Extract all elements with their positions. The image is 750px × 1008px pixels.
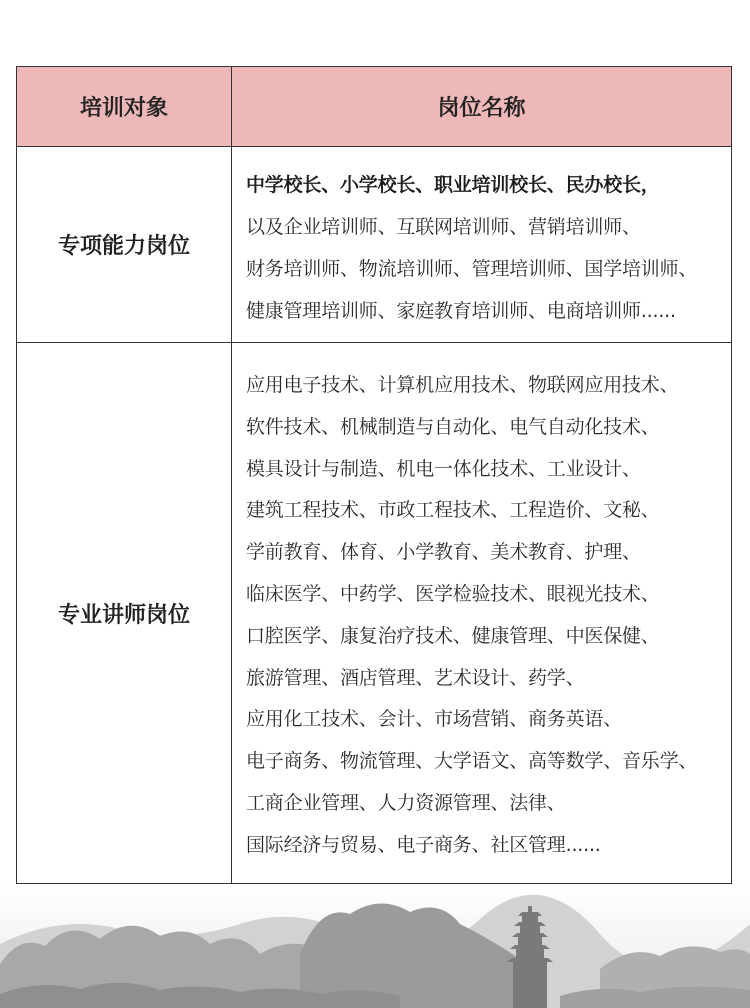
position-line: 以及企业培训师、互联网培训师、营销培训师、 [246, 216, 641, 238]
position-line: 建筑工程技术、市政工程技术、工程造价、文秘、 [246, 499, 660, 522]
table-header [17, 67, 731, 147]
position-line: 旅游管理、酒店管理、艺术设计、药学、 [246, 666, 585, 689]
position-line: 中学校长、小学校长、职业培训校长、民办校长， [246, 174, 660, 196]
position-line: 学前教育、体育、小学教育、美术教育、护理、 [246, 541, 641, 564]
position-line: 口腔医学、康复治疗技术、健康管理、中医保健、 [246, 624, 660, 647]
background-landscape-image [0, 884, 750, 1008]
row-target-label: 专项能力岗位 [17, 147, 232, 342]
position-line: 应用化工技术、会计、市场营销、商务英语、 [246, 708, 623, 731]
position-line: 软件技术、机械制造与自动化、电气自动化技术、 [246, 415, 660, 438]
row-position-list [232, 147, 731, 342]
position-line: 模具设计与制造、机电一体化技术、工业设计、 [246, 457, 641, 480]
position-line: 健康管理培训师、家庭教育培训师、电商培训师...... [246, 300, 676, 322]
position-line: 财务培训师、物流培训师、管理培训师、国学培训师、 [246, 258, 698, 280]
table-row [17, 147, 731, 343]
header-training-target: 培训对象 [17, 67, 232, 146]
position-line: 国际经济与贸易、电子商务、社区管理...... [246, 833, 601, 856]
row-target-label: 专业讲师岗位 [17, 343, 232, 884]
position-line: 临床医学、中药学、医学检验技术、眼视光技术、 [246, 582, 660, 605]
position-line: 工商企业管理、人力资源管理、法律、 [246, 791, 566, 814]
position-line: 电子商务、物流管理、大学语文、高等数学、音乐学、 [246, 750, 698, 773]
row-position-list [232, 343, 731, 884]
table-row [17, 343, 731, 884]
job-table [16, 66, 732, 884]
position-line: 应用电子技术、计算机应用技术、物联网应用技术、 [246, 374, 679, 396]
header-position-name: 岗位名称 [437, 96, 526, 121]
